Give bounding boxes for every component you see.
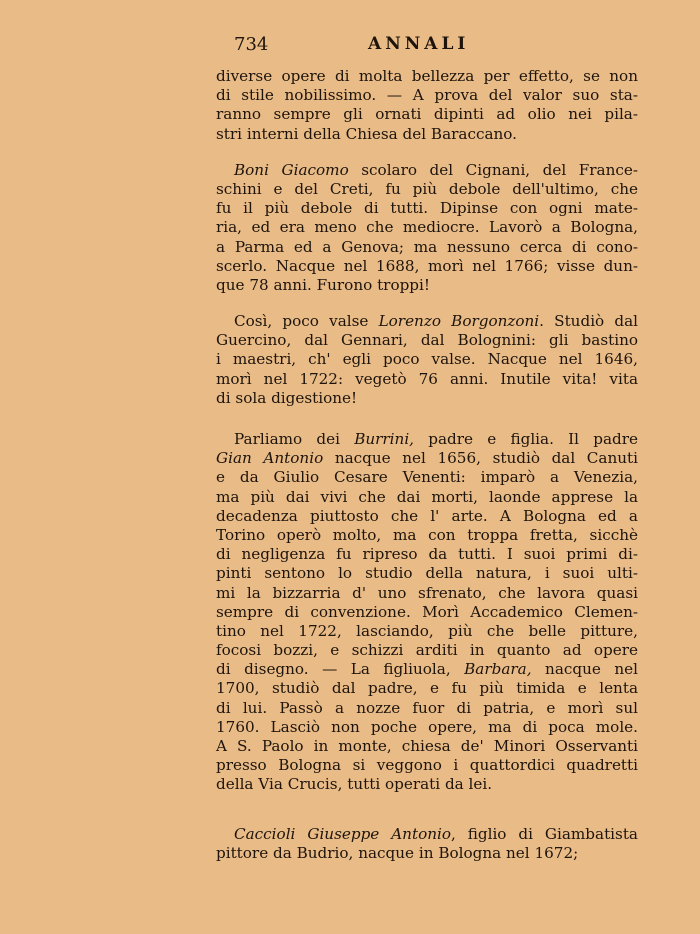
- text-segment: pinti sentono lo studio della natura, i suoi ulti-: [216, 564, 638, 583]
- text-segment: Così, poco valse: [234, 312, 379, 331]
- text-segment: di sola digestione!: [216, 388, 358, 407]
- text-line: [216, 622, 638, 641]
- running-title: ANNALI: [368, 34, 470, 54]
- paragraph: [216, 161, 638, 295]
- page-number: 734: [234, 34, 269, 55]
- text-line: [216, 468, 638, 487]
- text-line: [216, 86, 638, 105]
- italic-name: Barbara,: [464, 660, 532, 679]
- italic-name: Boni Giacomo: [234, 160, 349, 179]
- text-line: [216, 389, 638, 408]
- text-line: [216, 660, 638, 679]
- text-line: [216, 699, 638, 718]
- text-line: [216, 331, 638, 350]
- body-text: [216, 67, 638, 863]
- text-segment: scerlo. Nacque nel 1688, morì nel 1766; visse dun-: [216, 256, 638, 275]
- text-segment: della Via Crucis, tutti operati da lei.: [216, 775, 493, 794]
- text-segment: sempre di convenzione. Morì Accademico Clemen-: [216, 602, 638, 621]
- text-segment: stri interni della Chiesa del Baraccano.: [216, 124, 518, 143]
- text-segment: . Studiò dal: [539, 312, 639, 331]
- text-line: [216, 718, 638, 737]
- paragraph-gap: [216, 144, 638, 161]
- text-segment: diverse opere di molta bellezza per effetto, se non: [216, 67, 638, 85]
- text-line: [216, 488, 638, 507]
- text-segment: tino nel 1722, lasciando, più che belle pitture,: [216, 621, 638, 640]
- text-line: [216, 449, 638, 468]
- text-line: [216, 526, 638, 545]
- text-segment: Guercino, dal Gennari, dal Bolognini: gli bastino: [216, 331, 638, 350]
- text-line: [216, 218, 638, 237]
- paragraph: [216, 825, 638, 863]
- text-segment: di stile nobilissimo. — A prova del valor suo sta-: [216, 86, 638, 105]
- text-segment: di lui. Passò a nozze fuor di patria, e morì sul: [216, 698, 638, 717]
- text-line: [216, 756, 638, 775]
- italic-name: Lorenzo Borgonzoni: [378, 312, 540, 331]
- text-segment: decadenza piuttosto che l' arte. A Bologna ed a: [216, 506, 638, 525]
- text-line: [216, 775, 638, 794]
- text-segment: i maestri, ch' egli poco valse. Nacque nel 1646,: [216, 350, 638, 369]
- italic-name: Caccioli Giuseppe Antonio: [234, 824, 451, 843]
- text-segment: ria, ed era meno che mediocre. Lavorò a Bologna,: [216, 218, 638, 237]
- paragraph-gap: [216, 795, 638, 825]
- text-line: [216, 603, 638, 622]
- text-line: [216, 844, 638, 863]
- text-line: [216, 679, 638, 698]
- text-line: [216, 67, 638, 86]
- text-segment: focosi bozzi, e schizzi arditi in quanto ad opere: [216, 641, 638, 660]
- text-segment: Torino operò molto, ma con troppa fretta, sicchè: [216, 525, 638, 544]
- text-segment: A S. Paolo in monte, chiesa de' Minori Osservanti: [216, 737, 638, 755]
- text-line: [216, 238, 638, 257]
- text-line: [216, 125, 638, 144]
- text-line: [216, 350, 638, 369]
- text-segment: 1700, studiò dal padre, e fu più timida e lenta: [216, 679, 638, 698]
- text-segment: schini e del Creti, fu più debole dell'ultimo, che: [216, 179, 638, 198]
- text-segment: presso Bologna si veggono i quattordici quadretti: [216, 756, 638, 775]
- text-line: [216, 105, 638, 124]
- text-segment: ranno sempre gli ornati dipinti ad olio nei pila-: [216, 105, 638, 124]
- text-line: [216, 276, 638, 295]
- text-line: [216, 737, 638, 756]
- paragraph: [216, 312, 638, 408]
- text-segment: padre e figlia. Il padre: [414, 430, 638, 448]
- paragraph: [216, 430, 638, 795]
- text-segment: pittore da Budrio, nacque in Bologna nel 1672;: [216, 843, 579, 862]
- text-segment: que 78 anni. Furono troppi!: [216, 275, 430, 294]
- italic-name: Burrini,: [354, 430, 415, 448]
- text-line: [216, 312, 638, 331]
- text-line: [216, 825, 638, 844]
- italic-name: Gian Antonio: [216, 449, 324, 468]
- text-segment: 1760. Lasciò non poche opere, ma di poca mole.: [216, 717, 638, 736]
- text-line: [216, 370, 638, 389]
- text-segment: a Parma ed a Genova; ma nessuno cerca di cono-: [216, 237, 638, 256]
- text-segment: nacque nel: [531, 660, 638, 679]
- text-segment: Parliamo dei: [234, 430, 355, 448]
- text-line: [216, 507, 638, 526]
- paragraph-gap: [216, 295, 638, 312]
- text-segment: ma più dai vivi che dai morti, laonde apprese la: [216, 487, 638, 506]
- text-segment: di disegno. — La figliuola,: [216, 660, 465, 679]
- paragraph-gap: [216, 408, 638, 430]
- text-segment: scolaro del Cignani, del France-: [348, 160, 639, 179]
- text-line: [216, 199, 638, 218]
- text-segment: mi la bizzarria d' uno sfrenato, che lavora quasi: [216, 583, 638, 602]
- text-segment: fu il più debole di tutti. Dipinse con ogni mate-: [216, 199, 638, 218]
- text-line: [216, 641, 638, 660]
- text-segment: di negligenza fu ripreso da tutti. I suoi primi di-: [216, 545, 638, 564]
- text-line: [216, 430, 638, 449]
- text-line: [216, 257, 638, 276]
- text-line: [216, 584, 638, 603]
- running-header: [216, 34, 638, 60]
- text-segment: nacque nel 1656, studiò dal Canuti: [323, 449, 639, 468]
- text-segment: , figlio di Giambatista: [451, 824, 638, 843]
- paragraph: [216, 67, 638, 144]
- text-line: [216, 161, 638, 180]
- text-line: [216, 180, 638, 199]
- text-line: [216, 564, 638, 583]
- text-segment: morì nel 1722: vegetò 76 anni. Inutile vita! vita: [216, 369, 638, 388]
- text-line: [216, 545, 638, 564]
- text-segment: e da Giulio Cesare Venenti: imparò a Venezia,: [216, 468, 638, 487]
